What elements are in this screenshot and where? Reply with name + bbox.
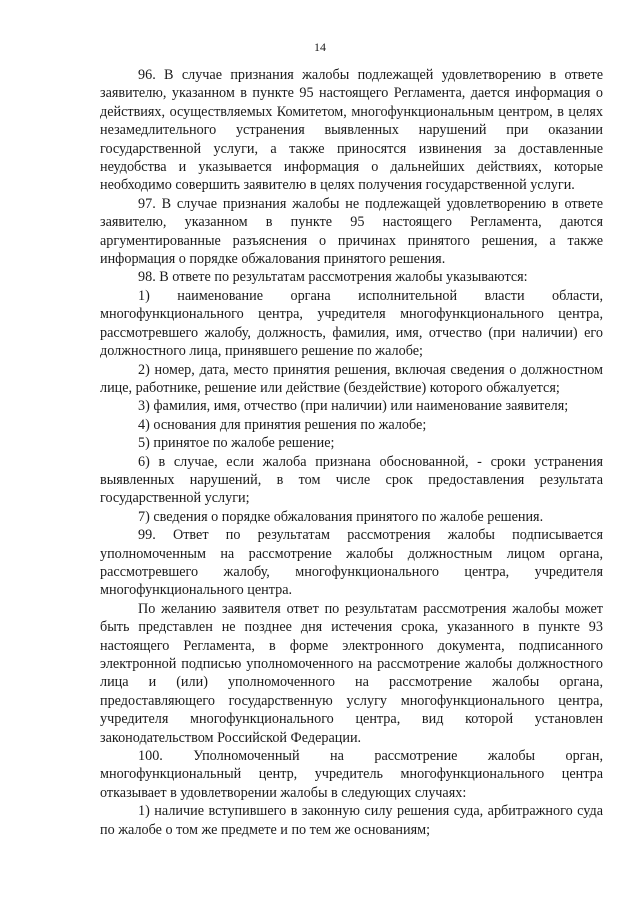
list-item-100-1: 1) наличие вступившего в законную силу решения суда, арбитражного суда по жалобе о том же предмете и по тем же основаниям; [100, 803, 603, 838]
list-item-98-5: 5) принятое по жалобе решение; [138, 435, 335, 452]
list-item-98-3: 3) фамилия, имя, отчество (при наличии) или наименование заявителя; [138, 398, 569, 415]
paragraph-99: 99. Ответ по результатам рассмотрения жалобы подписывается уполномоченным на рассмотрение жалобы должностным лицом органа, рассмотревшего жалобу, многофункционального центра, учредителя многофункционального центра. [100, 527, 603, 599]
paragraph-98: 98. В ответе по результатам рассмотрения жалобы указываются: [138, 269, 528, 286]
document-body [100, 66, 603, 839]
list-item-98-4: 4) основания для принятия решения по жалобе; [138, 416, 427, 433]
list-item-98-2: 2) номер, дата, место принятия решения, включая сведения о должностном лице, работнике, решение или действие (бездействие) которого обжалуется; [100, 361, 603, 396]
page-number: 14 [314, 40, 326, 54]
list-item-98-6: 6) в случае, если жалоба признана обоснованной, - сроки устранения выявленных нарушений, в том числе срок предоставления результата государственной услуги; [100, 453, 603, 507]
paragraph-100: 100. Уполномоченный на рассмотрение жалобы орган, многофункциональный центр, учредитель многофункционального центра отказывает в удовлетворении жалобы в следующих случаях: [100, 748, 603, 801]
paragraph-96: 96. В случае признания жалобы подлежащей удовлетворению в ответе заявителю, указанном в пункте 95 настоящего Регламента, дается информация о действиях, осуществляемых Комитетом, многофункциональным центром, в целях незамедлительного устранения выявленных нарушений при оказании государственной услуги, а также приносятся извинения за доставленные неудобства и указывается информация о дальнейших действиях, которые необходимо совершить заявителю в целях получения государственной услуги. [100, 67, 603, 194]
paragraph-99-electronic: По желанию заявителя ответ по результатам рассмотрения жалобы может быть представлен не позднее дня истечения срока, указанного в пункте 93 настоящего Регламента, в форме электронного документа, подписанного электронной подписью уполномоченного на рассмотрение жалобы должностного лица и (или) уполномоченного на рассмотрение жалобы органа, предоставляющего государственную услугу многофункционального центра, учредителя многофункционального центра, вид которой установлен законодательством Российской Федерации. [100, 600, 603, 746]
paragraph-97: 97. В случае признания жалобы не подлежащей удовлетворению в ответе заявителю, указанном в пункте 95 настоящего Регламента, даются аргументированные разъяснения о причинах принятого решения, а также информация о порядке обжалования принятого решения. [100, 195, 603, 268]
list-item-98-1: 1) наименование органа исполнительной власти области, многофункционального центра, учредителя многофункционального центра, рассмотревшего жалобу, должность, фамилия, имя, отчество (при наличии) его должностного лица, принявшего решение по жалобе; [100, 287, 603, 360]
list-item-98-7: 7) сведения о порядке обжалования принятого по жалобе решения. [138, 508, 544, 525]
